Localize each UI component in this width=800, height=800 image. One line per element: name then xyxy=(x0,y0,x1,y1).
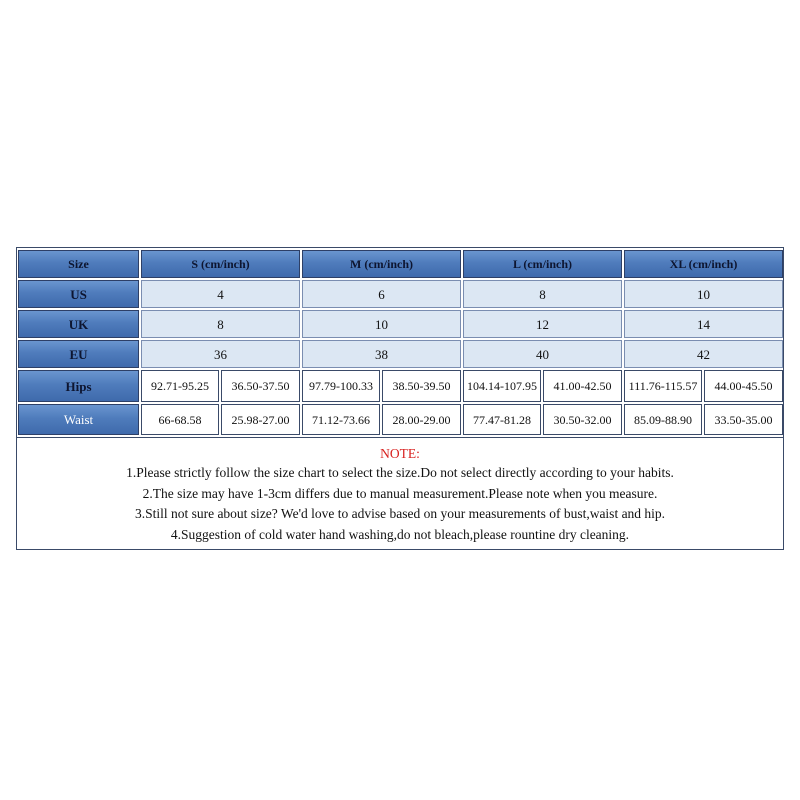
uk-size-l: 12 xyxy=(463,310,622,338)
header-size-xl: XL (cm/inch) xyxy=(624,250,783,278)
note-line-1: 1.Please strictly follow the size chart to select the size.Do not select directly according to your habits. xyxy=(126,465,674,480)
hips-size-l-inch: 41.00-42.50 xyxy=(543,370,622,402)
note-line-3: 3.Still not sure about size? We'd love to advise based on your measurements of bust,waist and hip. xyxy=(134,506,666,521)
us-size-m: 6 xyxy=(302,280,461,308)
hips-size-m-cm: 97.79-100.33 xyxy=(302,370,380,402)
row-label-eu: EU xyxy=(18,340,139,368)
eu-size-m: 38 xyxy=(302,340,461,368)
header-size-m: M (cm/inch) xyxy=(302,250,461,278)
waist-size-l-cm: 77.47-81.28 xyxy=(463,404,541,435)
row-label-waist: Waist xyxy=(18,404,139,435)
hips-size-l-cm: 104.14-107.95 xyxy=(463,370,541,402)
waist-size-s-cm: 66-68.58 xyxy=(141,404,219,435)
note-section xyxy=(17,437,783,550)
eu-size-s: 36 xyxy=(141,340,300,368)
waist-size-xl-cm: 85.09-88.90 xyxy=(624,404,702,435)
note-line-4: 4.Suggestion of cold water hand washing,do not bleach,please rountine dry cleaning. xyxy=(170,526,630,542)
us-size-xl: 10 xyxy=(624,280,783,308)
hips-size-xl-cm: 111.76-115.57 xyxy=(624,370,702,402)
header-size-l: L (cm/inch) xyxy=(463,250,622,278)
hips-size-s-inch: 36.50-37.50 xyxy=(221,370,300,402)
row-label-us: US xyxy=(18,280,139,308)
uk-size-m: 10 xyxy=(302,310,461,338)
waist-size-l-inch: 30.50-32.00 xyxy=(543,404,622,435)
hips-size-m-inch: 38.50-39.50 xyxy=(382,370,461,402)
waist-size-m-inch: 28.00-29.00 xyxy=(382,404,461,435)
waist-size-xl-inch: 33.50-35.00 xyxy=(704,404,783,435)
hips-size-s-cm: 92.71-95.25 xyxy=(141,370,219,402)
header-size-s: S (cm/inch) xyxy=(141,250,300,278)
hips-size-xl-inch: 44.00-45.50 xyxy=(704,370,783,402)
uk-size-xl: 14 xyxy=(624,310,783,338)
waist-size-s-inch: 25.98-27.00 xyxy=(221,404,300,435)
note-line-2: 2.The size may have 1-3cm differs due to manual measurement.Please note when you measure. xyxy=(142,485,658,501)
size-chart xyxy=(16,247,784,550)
us-size-s: 4 xyxy=(141,280,300,308)
note-title: NOTE: xyxy=(380,446,420,461)
uk-size-s: 8 xyxy=(141,310,300,338)
row-label-uk: UK xyxy=(18,310,139,338)
header-size-label: Size xyxy=(18,250,139,278)
waist-size-m-cm: 71.12-73.66 xyxy=(302,404,380,435)
eu-size-xl: 42 xyxy=(624,340,783,368)
row-label-hips: Hips xyxy=(18,370,139,402)
us-size-l: 8 xyxy=(463,280,622,308)
eu-size-l: 40 xyxy=(463,340,622,368)
